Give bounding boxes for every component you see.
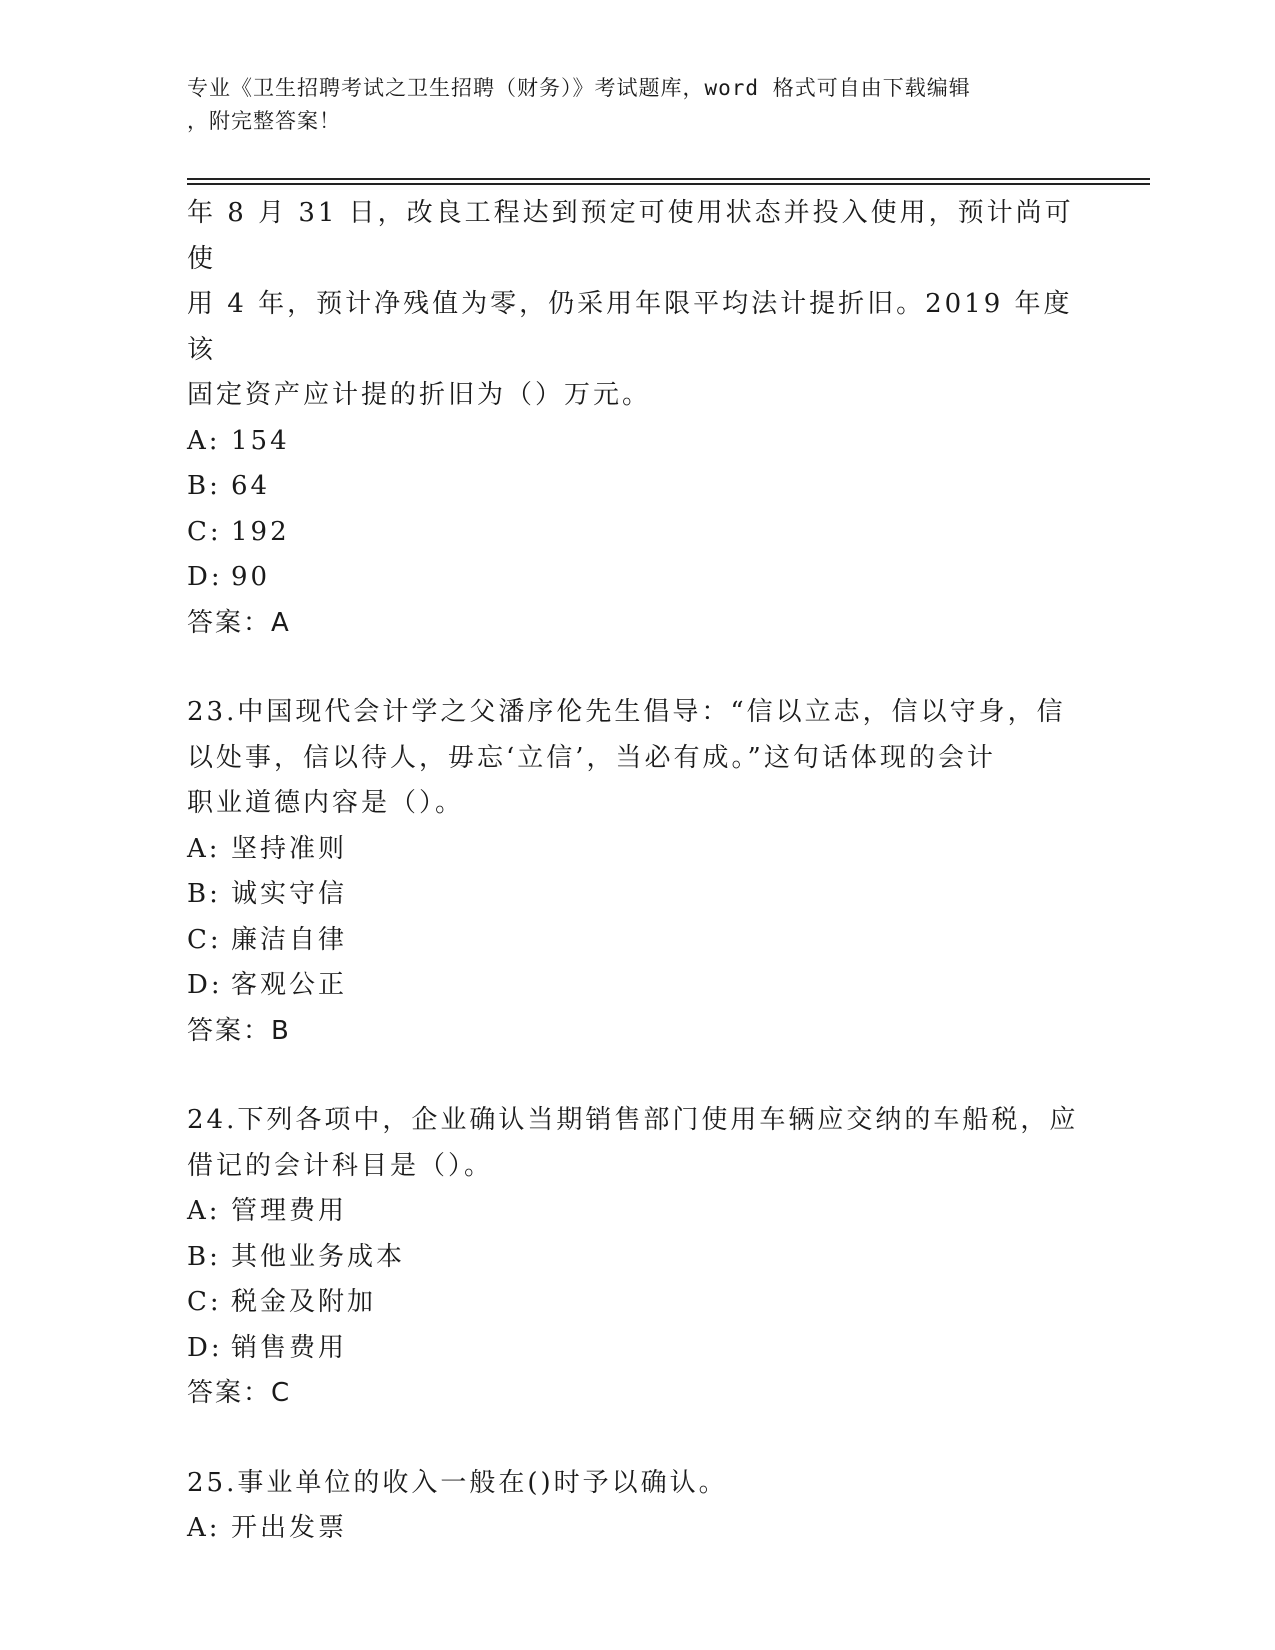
question-text-line: 年 8 月 31 日，改良工程达到预定可使用状态并投入使用，预计尚可使 [187,198,1074,274]
option-text: 客观公正 [231,970,348,1000]
option-d [187,1326,1087,1372]
option-a [187,827,1087,873]
option-text: 诚实守信 [231,879,348,909]
option-b [187,872,1087,918]
question-block [187,1461,1087,1552]
question-block [187,690,1087,1054]
option-letter: A: [187,425,221,456]
question-text-line: 24.下列各项中，企业确认当期销售部门使用车辆应交纳的车船税，应 [187,1105,1079,1135]
option-text: 开出发票 [231,1513,348,1543]
question-text-line: 职业道德内容是（）。 [187,788,465,818]
question-text-line: 借记的会计科目是（）。 [187,1150,494,1181]
option-letter: C: [187,924,222,955]
option-a [187,1189,1087,1235]
question-text-line: 25.事业单位的收入一般在()时予以确认。 [187,1467,728,1498]
option-a [187,1506,1087,1552]
header-line-1: 专业《卫生招聘考试之卫生招聘（财务）》考试题库，word 格式可自由下载编辑 [187,76,971,100]
option-text: 其他业务成本 [231,1241,406,1272]
option-c [187,1280,1087,1326]
document-header [187,72,1067,138]
question-text-line: 固定资产应计提的折旧为（）万元。 [187,380,652,410]
answer-line: 答案：B [187,1015,291,1046]
question-block [187,191,1087,646]
option-letter: D: [187,562,223,592]
option-d [187,963,1087,1009]
option-letter: B: [187,471,221,501]
option-letter: B: [187,1241,221,1272]
option-c [187,510,1087,556]
header-divider-top [187,178,1150,180]
option-letter: C: [187,516,222,547]
option-text: 税金及附加 [231,1287,377,1317]
option-b [187,1235,1087,1281]
option-c [187,918,1087,964]
option-text: 64 [231,471,271,501]
option-letter: B: [187,879,221,909]
option-text: 管理费用 [231,1196,348,1226]
option-letter: D: [187,970,223,1000]
question-list [187,191,1087,1552]
answer-line: 答案：A [187,607,291,638]
option-letter: A: [187,1513,221,1543]
option-text: 154 [231,425,290,456]
option-b [187,464,1087,510]
option-text: 192 [231,516,290,547]
header-divider-bottom [187,183,1150,185]
option-letter: A: [187,833,221,864]
option-text: 廉洁自律 [231,924,348,955]
question-block [187,1098,1087,1417]
answer-line: 答案：C [187,1378,292,1408]
option-letter: A: [187,1196,221,1226]
question-text-line: 用 4 年，预计净残值为零，仍采用年限平均法计提折旧。2019 年度该 [187,289,1073,365]
option-text: 销售费用 [231,1332,348,1363]
option-a [187,419,1087,465]
header-line-2: ，附完整答案！ [187,109,341,133]
question-text-line: 23.中国现代会计学之父潘序伦先生倡导：“信以立志，信以守身，信 [187,697,1066,727]
option-letter: D: [187,1332,223,1363]
option-text: 90 [231,562,271,592]
option-letter: C: [187,1287,222,1317]
option-text: 坚持准则 [231,833,348,864]
question-text-line: 以处事，信以待人，毋忘‘立信’，当必有成。”这句话体现的会计 [187,742,996,773]
option-d [187,555,1087,601]
